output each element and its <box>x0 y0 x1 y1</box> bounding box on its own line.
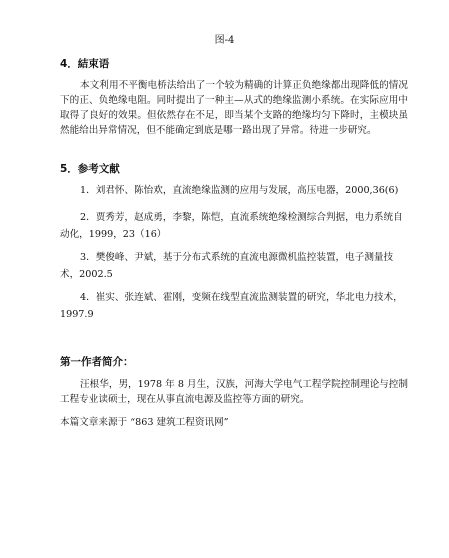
reference-item-3: 3．樊俊峰、尹斌，基于分布式系统的直流电源微机监控装置，电子测量技术，2002.5 <box>60 252 394 280</box>
references-heading: 5．参考文献 <box>60 163 120 175</box>
reference-item-1: 1．刘君怀、陈怡欢，直流绝缘监测的应用与发展，高压电器，2000,36(6) <box>80 185 399 196</box>
source-note: 本篇文章来源于 “863 建筑工程资讯网” <box>60 417 229 428</box>
figure-caption: 图-4 <box>214 35 235 46</box>
author-bio: 汪根华，男，1978 年 8 月生，汉族，河海大学电气工程学院控制理论与控制工程专业读硕士，现在从事直流电源及监控等方面的研究。 <box>60 379 408 405</box>
conclusion-heading: 4．結束语 <box>60 58 110 70</box>
reference-item-4: 4．崔实、张连斌、霍刚，变频在线型直流监测装置的研究，华北电力技术，1997.9 <box>60 292 403 320</box>
reference-item-2: 2．贾秀芳，赵成勇，李黎，陈恺，直流系统绝缘检测综合判据，电力系统自动化，1999，23（16） <box>60 212 403 240</box>
conclusion-paragraph: 本文利用不平衡电桥法给出了一个较为精确的计算正负绝缘都出现降低的情况下的正、负绝缘电阻。同时提出了一种主—从式的绝缘监测小系统。在实际应用中取得了良好的效果。但依然存在不足，即当某个支路的绝缘均匀下降时，主模块虽然能给出异常情况，但不能确定到底是哪一路出现了异常。待进一步研究。 <box>60 80 408 136</box>
author-heading: 第一作者简介： <box>60 356 134 368</box>
